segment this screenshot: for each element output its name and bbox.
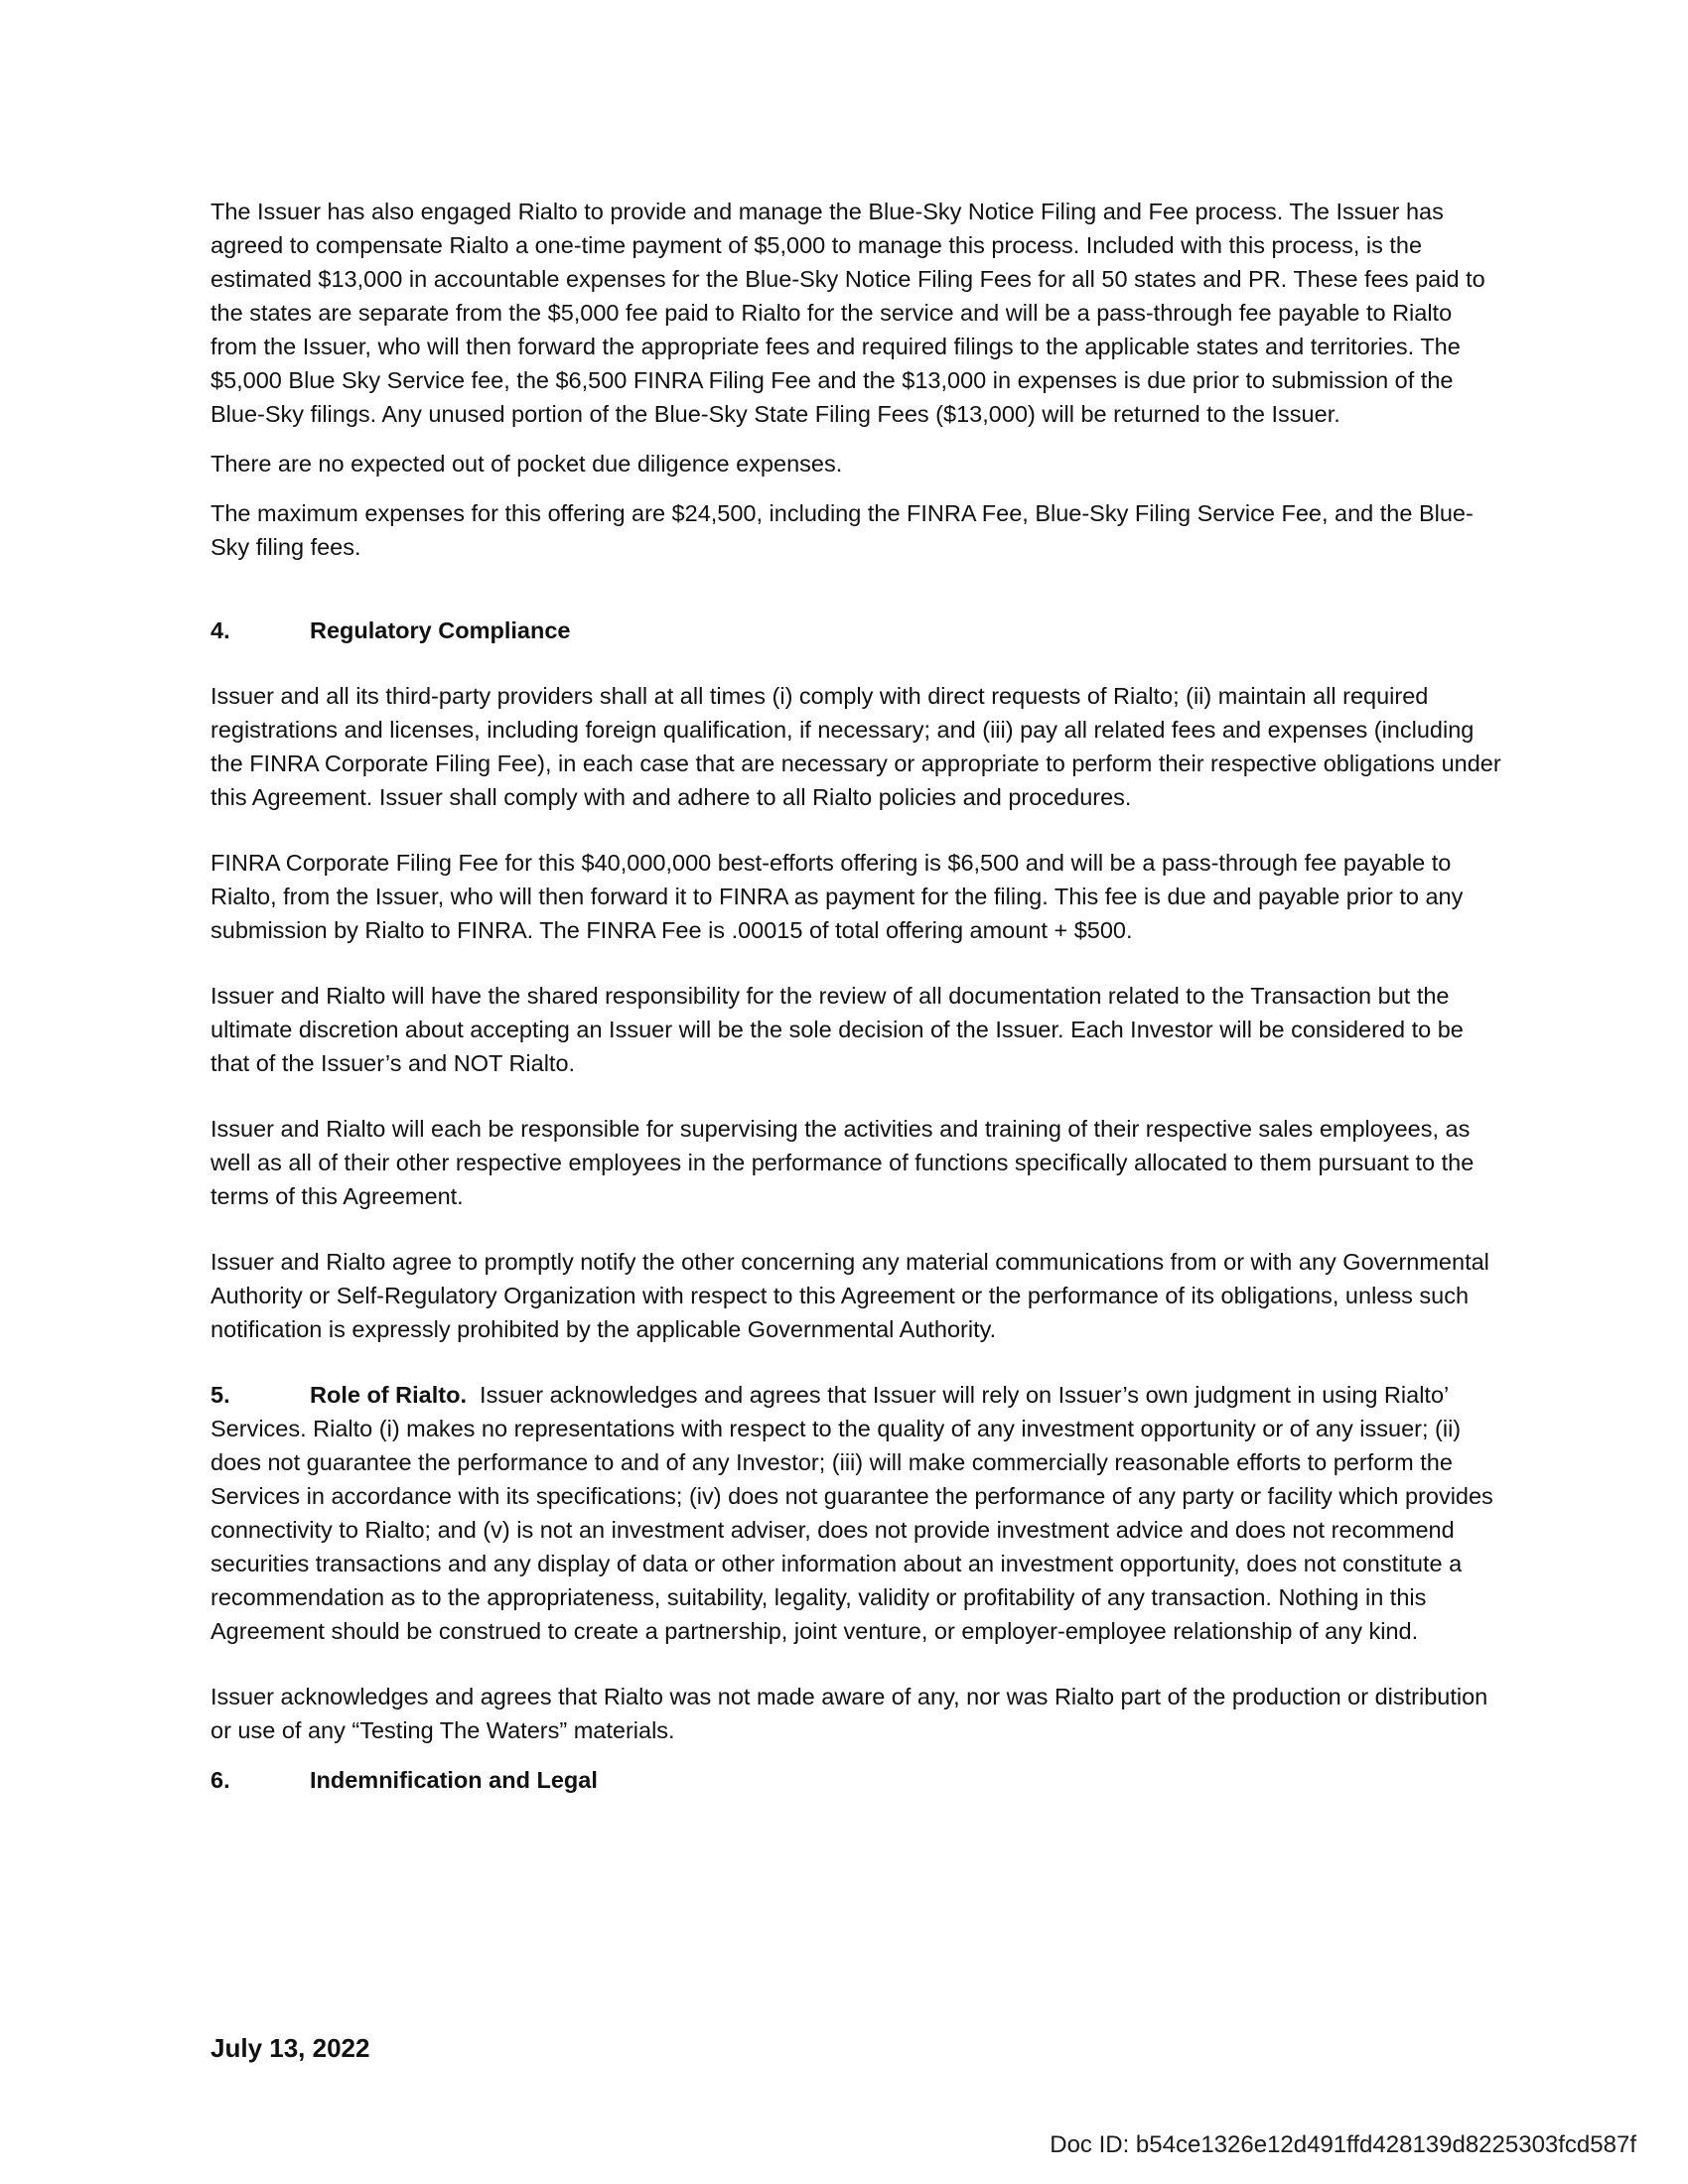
paragraph-regulatory-compliance: Issuer and all its third-party providers shall at all times (i) comply with direct requests of Rialto; (ii) maintain all required registrations and licenses, including foreign qualification, if necessary; and (iii) pay all related fees and expenses (including the FINRA Corporate Filing Fee), in each case that are necessary or appropriate to perform their respective obligations under this Agreement. Issuer shall comply with and adhere to all Rialto policies and procedures. xyxy=(211,683,1501,810)
section-4-heading xyxy=(211,614,1501,647)
paragraph-supervision: Issuer and Rialto will each be responsible for supervising the activities and training of their respective sales employees, as well as all of their other respective employees in the performance of functions specifically allocated to them pursuant to the terms of this Agreement. xyxy=(211,1116,1475,1209)
paragraph-testing-the-waters: Issuer acknowledges and agrees that Rialto was not made aware of any, nor was Rialto part of the production or distribution or use of any “Testing The Waters” materials. xyxy=(211,1684,1488,1743)
paragraph-shared-responsibility: Issuer and Rialto will have the shared responsibility for the review of all documentation related to the Transaction but the ultimate discretion about accepting an Issuer will be the sole decision of the Issuer. Each Investor will be considered to be that of the Issuer’s and NOT Rialto. xyxy=(211,983,1464,1076)
paragraph-notification: Issuer and Rialto agree to promptly notify the other concerning any material communications from or with any Governmental Authority or Self-Regulatory Organization with respect to this Agreement or the performance of its obligations, unless such notification is expressly prohibited by the applicable Governmental Authority. xyxy=(211,1249,1489,1342)
section-6-title: Indemnification and Legal xyxy=(310,1767,598,1793)
document-body xyxy=(211,195,1501,1797)
section-4-title: Regulatory Compliance xyxy=(310,617,571,643)
paragraph-blue-sky-fees: The Issuer has also engaged Rialto to provide and manage the Blue-Sky Notice Filing and Fee process. The Issuer has agreed to compensate Rialto a one-time payment of $5,000 to manage this process. Included with this process, is the estimated $13,000 in accountable expenses for the Blue-Sky Notice Filing Fees for all 50 states and PR. These fees paid to the states are separate from the $5,000 fee paid to Rialto for the service and will be a pass-through fee payable to Rialto from the Issuer, who will then forward the appropriate fees and required filings to the applicable states and territories. The $5,000 Blue Sky Service fee, the $6,500 FINRA Filing Fee and the $13,000 in expenses is due prior to submission of the Blue-Sky filings. Any unused portion of the Blue-Sky State Filing Fees ($13,000) will be returned to the Issuer. xyxy=(211,199,1485,427)
paragraph-finra-filing-fee: FINRA Corporate Filing Fee for this $40,000,000 best-efforts offering is $6,500 and will be a pass-through fee payable to Rialto, from the Issuer, who will then forward it to FINRA as payment for the filing. This fee is due and payable prior to any submission by Rialto to FINRA. The FINRA Fee is .00015 of total offering amount + $500. xyxy=(211,850,1464,943)
paragraph-role-of-rialto xyxy=(211,1378,1501,1648)
document-date: July 13, 2022 xyxy=(211,2033,370,2063)
section-6-heading xyxy=(211,1763,1501,1797)
paragraph-maximum-expenses: The maximum expenses for this offering are $24,500, including the FINRA Fee, Blue-Sky Filing Service Fee, and the Blue-Sky filing fees. xyxy=(211,500,1474,560)
section-6-number: 6. xyxy=(211,1767,230,1793)
section-5-text: Issuer acknowledges and agrees that Issuer will rely on Issuer’s own judgment in using Rialto’ Services. Rialto (i) makes no representations with respect to the quality of any investment opportunity or of any issuer; (ii) does not guarantee the performance to and of any Investor; (iii) will make commercially reasonable efforts to perform the Services in accordance with its specifications; (iv) does not guarantee the performance of any party or facility which provides connectivity to Rialto; and (v) is not an investment adviser, does not provide investment advice and does not recommend securities transactions and any display of data or other information about an investment opportunity, does not constitute a recommendation as to the appropriateness, suitability, legality, validity or profitability of any transaction. Nothing in this Agreement should be construed to create a partnership, joint venture, or employer-employee relationship of any kind. xyxy=(211,1382,1493,1644)
section-5-number: 5. xyxy=(211,1382,230,1408)
section-4-number: 4. xyxy=(211,617,230,643)
section-5-title: Role of Rialto. xyxy=(310,1382,467,1408)
paragraph-due-diligence: There are no expected out of pocket due diligence expenses. xyxy=(211,451,843,477)
doc-id: Doc ID: b54ce1326e12d491ffd428139d8225303fcd587f xyxy=(1050,2131,1636,2158)
